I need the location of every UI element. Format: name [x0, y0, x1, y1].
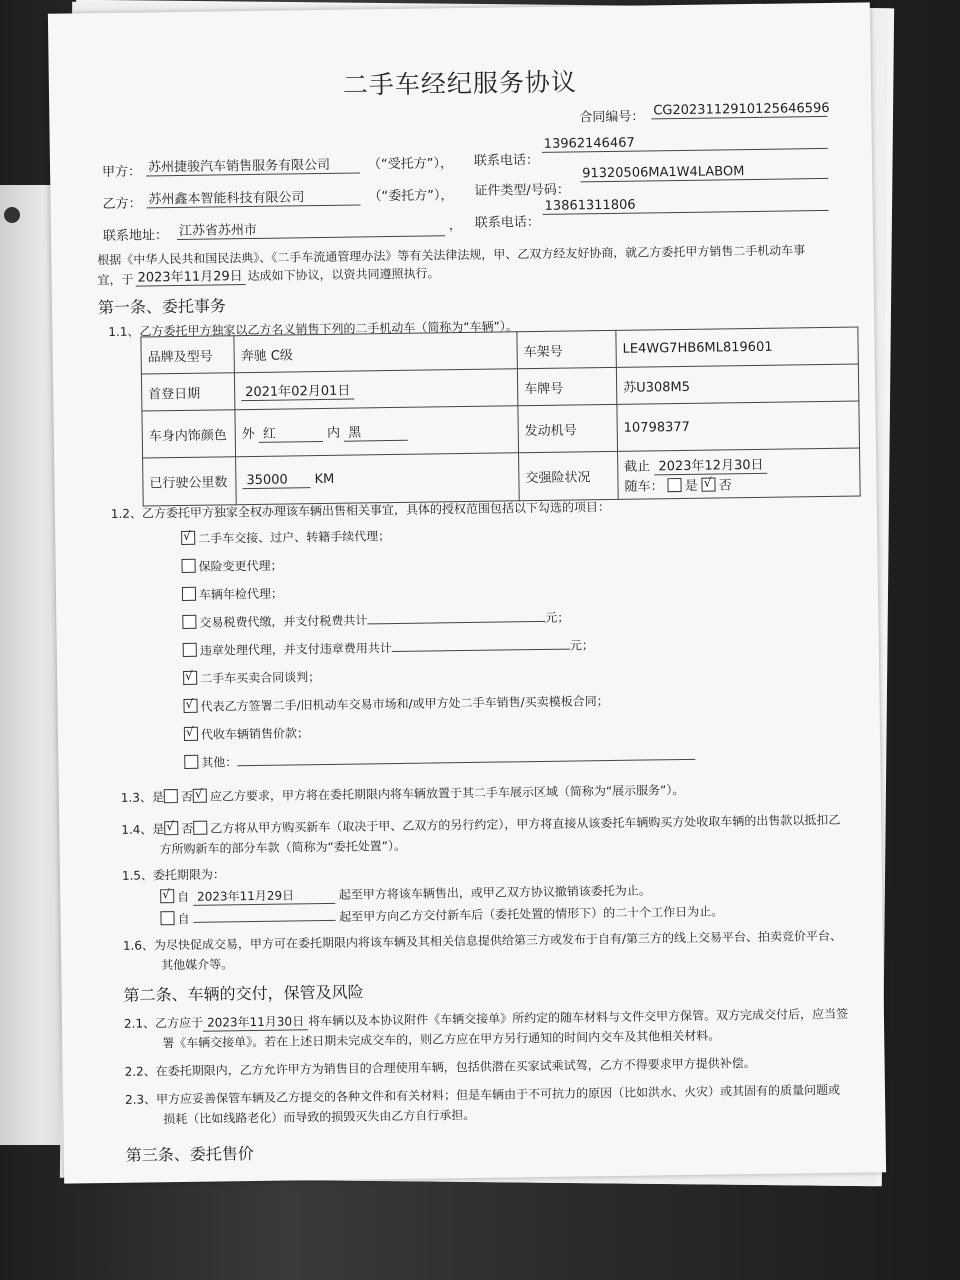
mileage-cell [236, 453, 520, 505]
color-interior: 黑 [344, 421, 408, 442]
insurance-until-date: 2023年12月30日 [654, 454, 767, 476]
section-1-heading: 第一条、委托事务 [97, 296, 227, 318]
clause-2-1-text: 将车辆以及本协议附件《车辆交接单》所约定的随车材料与文件交甲方保管。双方完成交付后，应当签 [308, 1006, 849, 1029]
party-b-name: 苏州鑫本智能科技有限公司 [146, 185, 360, 208]
option-checkbox[interactable] [181, 559, 195, 573]
insurance-no-checkbox[interactable] [702, 478, 716, 492]
color-cell [235, 406, 519, 457]
mileage-value: 35000 [242, 472, 310, 489]
clause-1-2: 1.2、乙方委托甲方独家全权办理该车辆出售相关事宜，具体的授权范围包括以下勾选的项目： [110, 499, 611, 521]
term-2-text: 起至甲方向乙方交付新车后（委托处置的情形下）的二十个工作日为止。 [339, 904, 724, 924]
option-label: 保险变更代理； [198, 558, 283, 574]
address-value: 江苏省苏州市 [177, 216, 445, 240]
intro-line-1: 根据《中华人民共和国民法典》、《二手车流通管理办法》等有关法律法规，甲、乙双方经友好协商，就乙方委托甲方销售二手机动车事 [97, 243, 806, 268]
clause-1-5: 1.5、委托期限为： [121, 867, 226, 883]
term-1-from-label: 自 [177, 889, 190, 905]
option-label: 违章处理代理，并支付违章费用共计 [199, 641, 392, 658]
option-item [184, 747, 695, 782]
option-checkbox[interactable] [182, 587, 196, 601]
clause-1-4-cont: 方所购新车的部分车款（简称为“委托处置”）。 [159, 838, 407, 857]
clause-2-3: 2.3、甲方应妥善保管车辆及乙方提交的各种文件和有关材料；但是车辆由于不可抗力的原因（比如洪水、火灾）或其固有的质量问题或 [124, 1082, 841, 1107]
term-2-checkbox[interactable] [160, 911, 174, 925]
clause-1-3-no-checkbox[interactable] [193, 789, 207, 803]
insurance-no-label: 否 [718, 478, 732, 494]
clause-2-3-cont: 损耗（比如线路老化）而导致的损毁灭失由乙方自行承担。 [163, 1107, 476, 1127]
brand-value: 奔驰 C级 [234, 332, 517, 373]
insurance-yes-label: 是 [684, 478, 698, 494]
brand-label: 品牌及型号 [141, 336, 235, 374]
insurance-label: 交强险状况 [519, 451, 619, 500]
option-checkbox[interactable] [184, 727, 198, 741]
option-label: 二手车交接、过户、转籍手续代理； [198, 529, 391, 546]
clause-1-4-text: 乙方将从甲方购买新车（取决于甲、乙双方的另行约定），甲方将直接从该委托车辆购买方处收取车辆的出售款以抵扣乙 [210, 812, 841, 836]
option-suffix: 元； [569, 638, 594, 653]
contract-page [48, 2, 886, 1183]
party-b-id-label: 证件类型/号码： [474, 182, 570, 199]
engine-value: 10798377 [617, 401, 860, 451]
clause-2-1 [124, 1005, 848, 1033]
insurance-with-label: 随车： [624, 479, 664, 495]
party-b-label: 乙方： [102, 196, 142, 213]
delivery-date: 2023年11月30日 [203, 1012, 308, 1031]
option-label: 其他： [201, 755, 238, 770]
party-b-role: （“委托方”）， [368, 188, 454, 205]
insurance-cell [618, 448, 861, 499]
reg-date-value: 2021年02月01日 [241, 380, 354, 402]
term-1-text: 起至甲方将该车辆售出，或甲乙双方协议撤销该委托为止。 [338, 883, 651, 902]
address-comma: ， [448, 218, 462, 234]
address-label: 联系地址： [102, 228, 169, 245]
party-b-phone: 13861311806 [543, 195, 829, 215]
plate-value: 苏U308M5 [616, 364, 858, 404]
party-a-phone-label: 联系电话： [473, 152, 540, 169]
option-checkbox[interactable] [182, 615, 196, 629]
vehicle-info-table [140, 327, 860, 507]
clause-1-3-no-label: 否 [180, 789, 194, 805]
clause-2-1-start: 2.1、乙方应于 [123, 1015, 204, 1031]
option-checkbox[interactable] [183, 699, 197, 713]
agreement-date: 2023年11月29日 [135, 265, 245, 287]
plate-label: 车牌号 [517, 367, 617, 405]
mileage-unit: KM [314, 471, 335, 487]
authorization-options [181, 523, 695, 782]
clause-2-1-cont: 署《车辆交接单》。若在上述日期未完成交车的，则乙方应在甲方另行通知的时间内交车及其他相关材料。 [162, 1028, 721, 1051]
insurance-until-label: 截止 [624, 459, 651, 475]
section-3-heading: 第三条、委托售价 [125, 1144, 254, 1165]
document-title: 二手车经纪服务协议 [342, 67, 578, 100]
reg-date-label: 首登日期 [141, 373, 235, 411]
binder-hole [4, 207, 20, 223]
option-label: 交易税费代缴，并支付税费共计 [199, 613, 368, 630]
contract-number-label: 合同编号： [579, 109, 645, 126]
intro-line-2-start: 宜，于 [97, 272, 134, 288]
term-2-from-label: 自 [177, 911, 190, 927]
vin-label: 车架号 [517, 330, 617, 368]
clause-1-3-yes-checkbox[interactable] [164, 789, 178, 803]
party-a-role: （“受托方”）， [367, 156, 454, 173]
option-checkbox[interactable] [184, 755, 198, 769]
party-a-label: 甲方： [101, 164, 142, 181]
party-b-id: 91320506MA1W4LABOM [580, 163, 828, 182]
option-label: 代收车辆销售价款； [200, 726, 310, 742]
clause-1-3 [121, 781, 685, 806]
term-start-date: 2023年11月29日 [193, 886, 335, 906]
term-option-2 [160, 902, 723, 927]
color-label: 车身内饰颜色 [142, 410, 236, 458]
contract-number: CG2023112910125646596 [653, 100, 830, 119]
party-a-name: 苏州捷骏汽车销售服务有限公司 [146, 153, 360, 176]
color-exterior: 红 [259, 422, 323, 443]
color-exterior-label: 外 [241, 426, 255, 443]
clause-1-3-yes-label: 1.3、是 [120, 790, 165, 805]
option-checkbox[interactable] [183, 643, 197, 657]
clause-1-4 [121, 811, 840, 838]
option-label: 代表乙方签署二手/旧机动车交易市场和/或甲方处二手车销售/买卖模板合同； [200, 694, 609, 714]
option-label: 二手车买卖合同谈判； [200, 670, 321, 686]
mileage-label: 已行驶公里数 [143, 457, 237, 506]
party-b-phone-label: 联系电话： [474, 214, 540, 231]
term-1-checkbox[interactable] [160, 889, 174, 903]
party-a-phone: 13962146467 [542, 133, 828, 153]
section-2-heading: 第二条、车辆的交付，保管及风险 [123, 982, 364, 1005]
clause-1-1: 1.1、乙方委托甲方独家以乙方名义销售下列的二手机动车（简称为“车辆”）。 [108, 319, 518, 339]
option-checkbox[interactable] [181, 531, 195, 545]
clause-1-4-yes-checkbox[interactable] [164, 821, 178, 835]
clause-1-3-text: 应乙方要求，甲方将在委托期限内将车辆放置于其二手车展示区域（简称为“展示服务”）。 [209, 782, 685, 804]
intro-line-2-end: 达成如下协议，以资共同遵照执行。 [247, 266, 440, 284]
insurance-yes-checkbox[interactable] [668, 478, 682, 492]
clause-1-4-no-label: 否 [181, 821, 194, 837]
color-interior-label: 内 [326, 425, 341, 441]
clause-1-6-cont: 其他媒介等。 [161, 957, 234, 973]
clause-2-2: 2.2、在委托期限内，乙方允许甲方为销售目的合理使用车辆，包括供潜在买家试乘试驾，乙方不得要求甲方提供补偿。 [124, 1056, 756, 1079]
option-label: 车辆年检代理； [198, 586, 284, 602]
option-suffix: 元； [545, 610, 570, 625]
reg-date-cell [234, 369, 517, 410]
clause-1-6: 1.6、为尽快促成交易，甲方可在委托期限内将该车辆及其相关信息提供给第三方或发布于自有/第三方的线上交易平台、拍卖竞价平台、 [122, 928, 843, 953]
clause-1-4-no-checkbox[interactable] [193, 821, 207, 835]
clause-1-4-yes-label: 1.4、是 [121, 822, 165, 837]
engine-label: 发动机号 [518, 404, 618, 452]
vin-value: LE4WG7HB6ML819601 [616, 327, 858, 367]
term-option-1 [160, 881, 651, 906]
option-checkbox[interactable] [183, 671, 197, 685]
